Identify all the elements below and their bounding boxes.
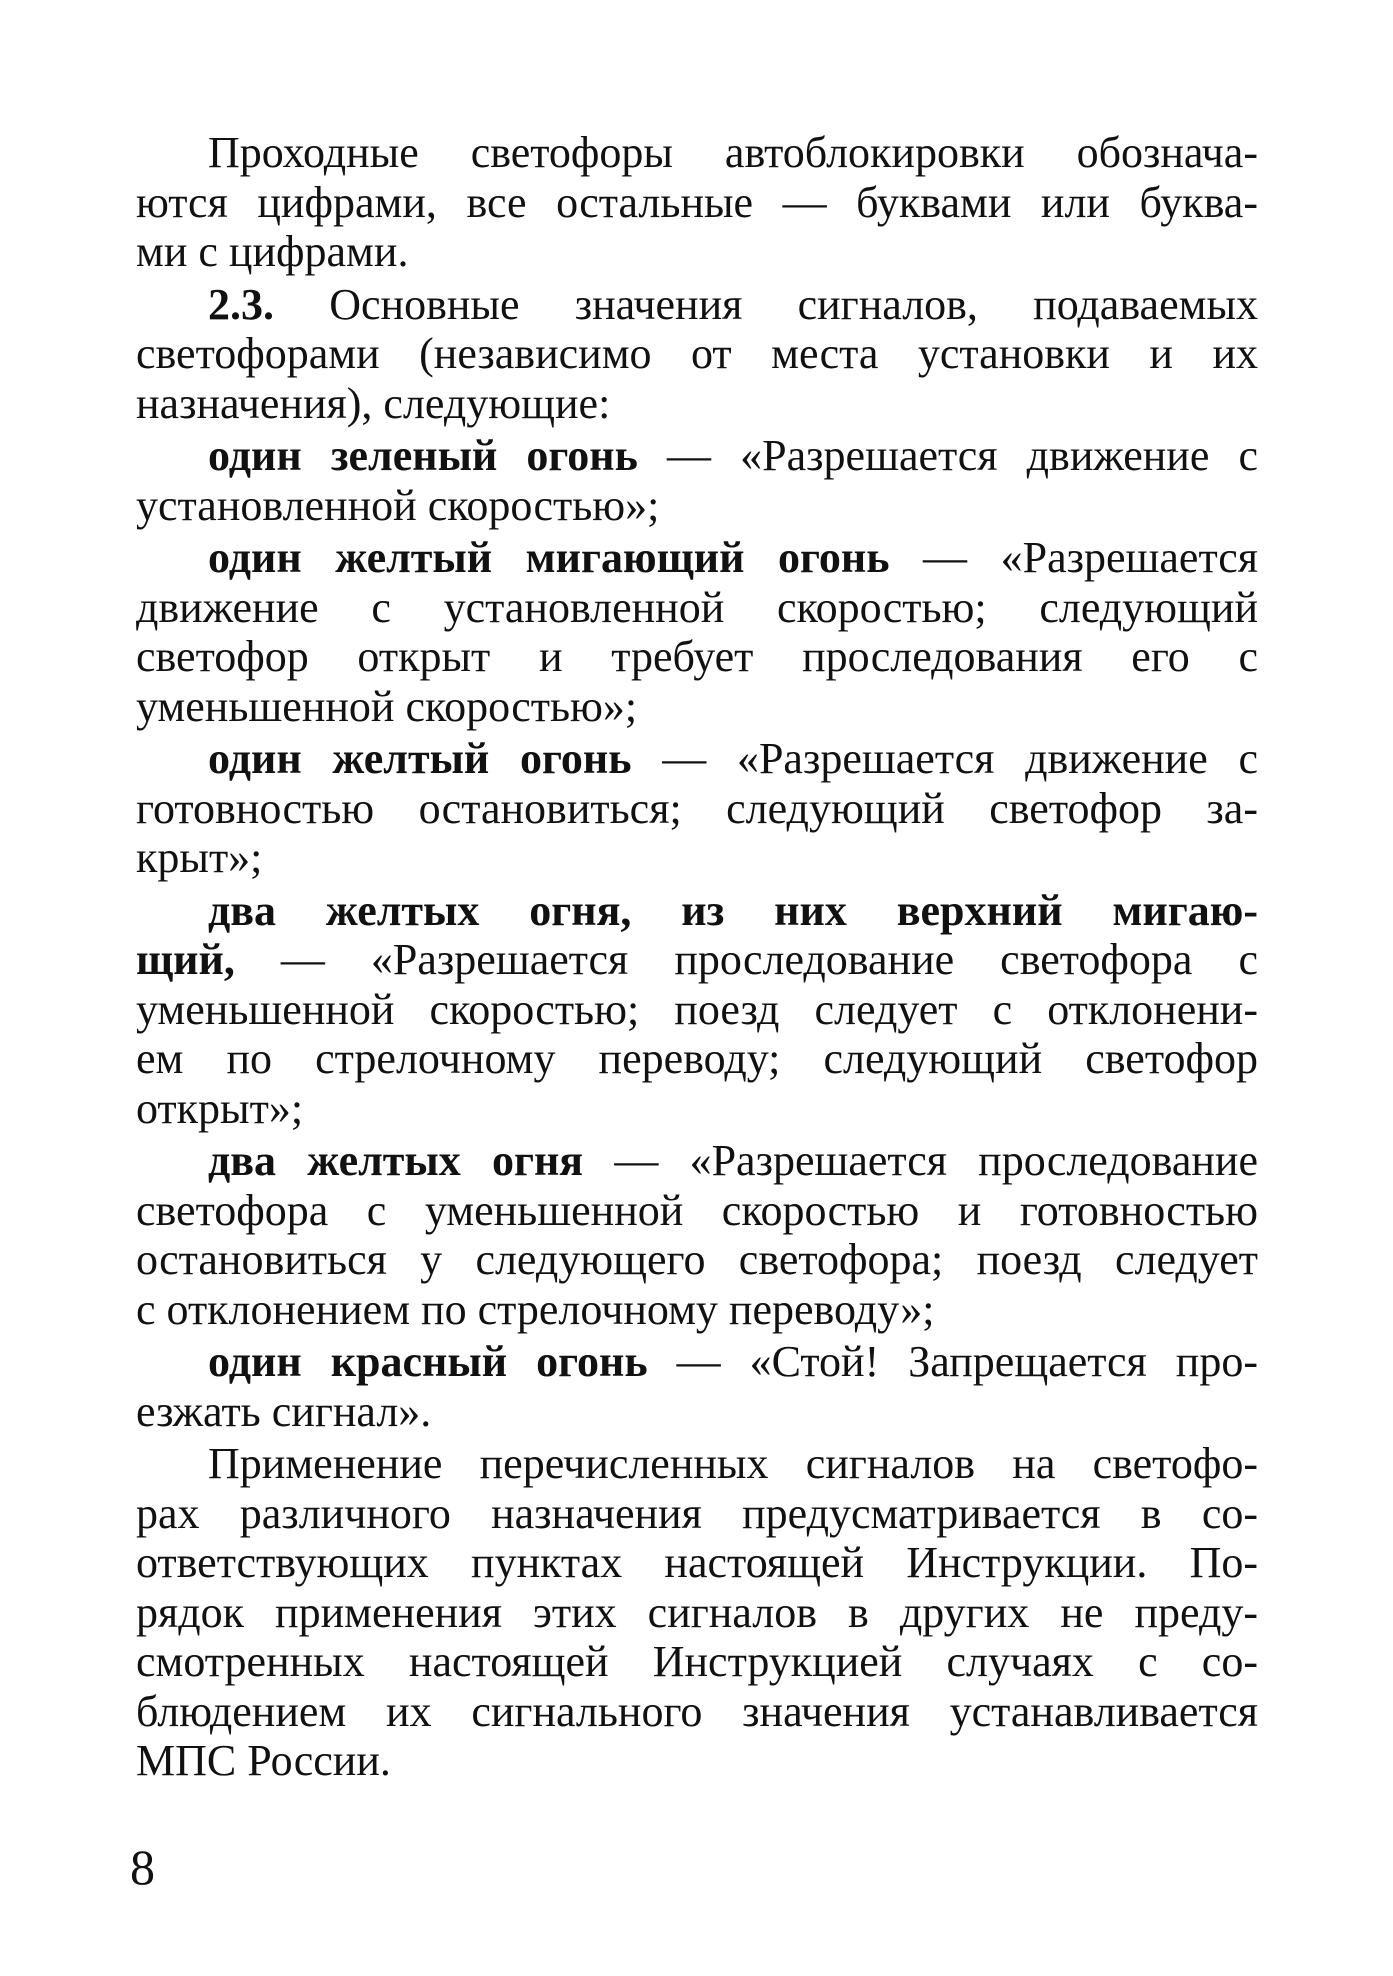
- signal-term: два желтых огня: [208, 1136, 584, 1185]
- page-body: [136, 128, 1258, 1786]
- text-line: ем по стрелочному переводу; следующий светофор: [136, 1034, 1258, 1083]
- text-line: щий, — «Разрешается проследование светофора с: [136, 935, 1258, 984]
- text-line: рядок применения этих сигналов в других не преду-: [136, 1587, 1258, 1637]
- text-line: 2.3. Основные значения сигналов, подаваемых: [208, 279, 1258, 329]
- text-line: блюдением их сигнального значения устанавливается: [136, 1686, 1258, 1736]
- signal-term: один желтый огонь: [208, 734, 632, 783]
- text-line: один зеленый огонь — «Разрешается движение с: [208, 431, 1258, 480]
- paragraph-autoblock-signals: [136, 128, 1258, 277]
- text-line: установленной скоростью»;: [136, 480, 660, 530]
- text-line: [136, 886, 1258, 936]
- text-line: рах различного назначения предусматривается в со-: [136, 1488, 1258, 1538]
- text-line: открыт»;: [136, 1083, 304, 1133]
- signal-term: два желтых огня, из них верхний мигаю-: [208, 885, 1258, 935]
- text-line: МПС России.: [136, 1736, 391, 1785]
- signal-definition-two-yellow-flashing: [136, 886, 1258, 1134]
- section-number: 2.3.: [208, 279, 274, 329]
- text-line: назначения), следующие:: [136, 378, 611, 428]
- text-line: светофор открыт и требует проследования его с: [136, 632, 1258, 681]
- text-line: ответствующих пунктах настоящей Инструкции. По-: [136, 1538, 1258, 1587]
- text-line: уменьшенной скоростью; поезд следует с отклонени-: [136, 984, 1258, 1034]
- text-line: остановиться у следующего светофора; поезд следует: [136, 1235, 1258, 1284]
- signal-term: один красный огонь: [208, 1337, 648, 1386]
- text-line: один красный огонь — «Стой! Запрещается про-: [208, 1337, 1259, 1386]
- text-line: Применение перечисленных сигналов на светофо-: [208, 1439, 1258, 1488]
- signal-definition-green: [136, 431, 1258, 530]
- signal-term: один желтый мигающий огонь: [208, 533, 890, 582]
- text-line: светофорами (независимо от места установки и их: [136, 329, 1258, 378]
- signal-definition-yellow-flashing: [136, 533, 1258, 731]
- paragraph-application: [136, 1439, 1258, 1786]
- signal-term: щий,: [136, 935, 235, 984]
- text-line: светофора с уменьшенной скоростью и готовностью: [136, 1185, 1258, 1235]
- text-line: движение с установленной скоростью; следующий: [136, 582, 1258, 632]
- text-line: смотренных настоящей Инструкцией случаях с со-: [136, 1637, 1258, 1686]
- text-line: готовностью остановиться; следующий светофор за-: [136, 783, 1258, 833]
- text-line: ются цифрами, все остальные — буквами или буква-: [136, 177, 1258, 227]
- text-line: один желтый мигающий огонь — «Разрешается: [208, 533, 1258, 582]
- paragraph-section-2-3: [136, 280, 1258, 429]
- signal-definition-two-yellow: [136, 1136, 1258, 1334]
- signal-term: один зеленый огонь: [208, 431, 638, 480]
- signal-definition-red: [136, 1337, 1258, 1436]
- text-line: с отклонением по стрелочному переводу»;: [136, 1284, 935, 1334]
- text-line: езжать сигнал».: [136, 1386, 432, 1436]
- page-number: 8: [130, 1839, 155, 1895]
- text-line: крыт»;: [136, 833, 263, 882]
- signal-definition-yellow: [136, 734, 1258, 883]
- text-line: ми с цифрами.: [136, 227, 409, 276]
- text-line: Проходные светофоры автоблокировки обознача-: [208, 128, 1258, 177]
- text-line: уменьшенной скоростью»;: [136, 681, 638, 731]
- text-line: два желтых огня — «Разрешается проследование: [208, 1136, 1258, 1185]
- text-line: один желтый огонь — «Разрешается движение с: [208, 734, 1259, 783]
